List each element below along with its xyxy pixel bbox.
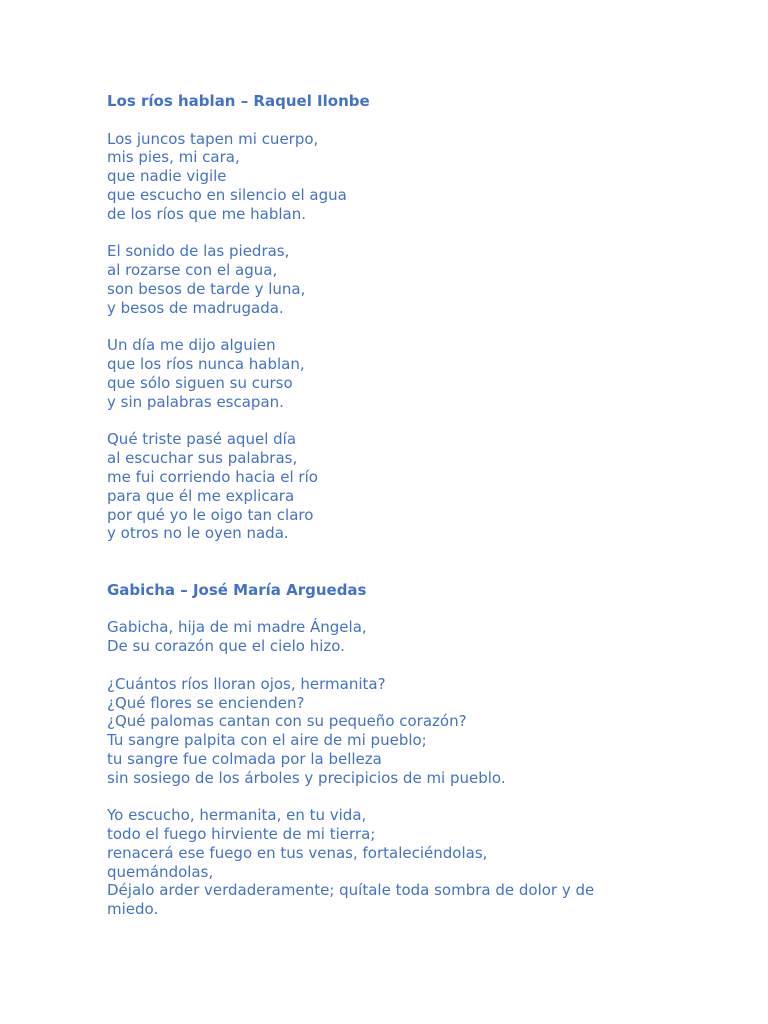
verse-line: Qué triste pasé aquel día (107, 430, 297, 449)
verse-line: y sin palabras escapan. (107, 392, 284, 411)
verse-line: son besos de tarde y luna, (107, 279, 306, 298)
verse-line: que los ríos nunca hablan, (107, 355, 305, 374)
verse-line: que escucho en silencio el agua (107, 185, 347, 204)
verse-line: ¿Qué palomas cantan con su pequeño corazón? (107, 712, 467, 731)
verse-line: para que él me explicara (107, 486, 295, 505)
verse-line: Gabicha, hija de mi madre Ángela, (107, 618, 367, 637)
stanza (107, 618, 647, 656)
verse-line: y otros no le oyen nada. (107, 524, 289, 543)
verse-line: El sonido de las piedras, (107, 242, 290, 261)
verse-line: al escuchar sus palabras, (107, 449, 298, 468)
verse-line: Déjalo arder verdaderamente; quítale toda sombra de dolor y de miedo. (107, 881, 595, 919)
verse-line: Un día me dijo alguien (107, 336, 276, 355)
verse-line: quemándolas, (107, 862, 214, 881)
stanza (107, 336, 647, 411)
verse-line: De su corazón que el cielo hizo. (107, 637, 345, 656)
verse-line: Tu sangre palpita con el aire de mi pueblo; (107, 731, 427, 750)
verse-line: ¿Qué flores se encienden? (107, 693, 305, 712)
verse-line: al rozarse con el agua, (107, 261, 278, 280)
poem (107, 581, 647, 919)
verse-line: que sólo siguen su curso (107, 373, 293, 392)
poem (107, 92, 647, 543)
stanza (107, 806, 647, 919)
poem-title: Gabicha – José María Arguedas (107, 580, 367, 599)
verse-line: ¿Cuántos ríos lloran ojos, hermanita? (107, 674, 386, 693)
verse-line: tu sangre fue colmada por la belleza (107, 749, 382, 768)
verse-line: todo el fuego hirviente de mi tierra; (107, 825, 376, 844)
verse-line: Los juncos tapen mi cuerpo, (107, 129, 319, 148)
stanza (107, 130, 647, 224)
verse-line: sin sosiego de los árboles y precipicios de mi pueblo. (107, 768, 506, 787)
poem-separator (107, 543, 647, 581)
stanza (107, 675, 647, 788)
document-page (107, 90, 647, 919)
verse-line: y besos de madrugada. (107, 298, 284, 317)
poem-title: Los ríos hablan – Raquel Ilonbe (107, 92, 370, 110)
verse-line: que nadie vigile (107, 167, 227, 186)
verse-line: me fui corriendo hacia el río (107, 467, 318, 486)
verse-line: de los ríos que me hablan. (107, 204, 307, 223)
verse-line: Yo escucho, hermanita, en tu vida, (107, 806, 367, 825)
verse-line: renacerá ese fuego en tus venas, fortaleciéndolas, (107, 843, 488, 862)
stanza (107, 242, 647, 317)
stanza (107, 430, 647, 543)
verse-line: mis pies, mi cara, (107, 148, 240, 167)
verse-line: por qué yo le oigo tan claro (107, 505, 314, 524)
